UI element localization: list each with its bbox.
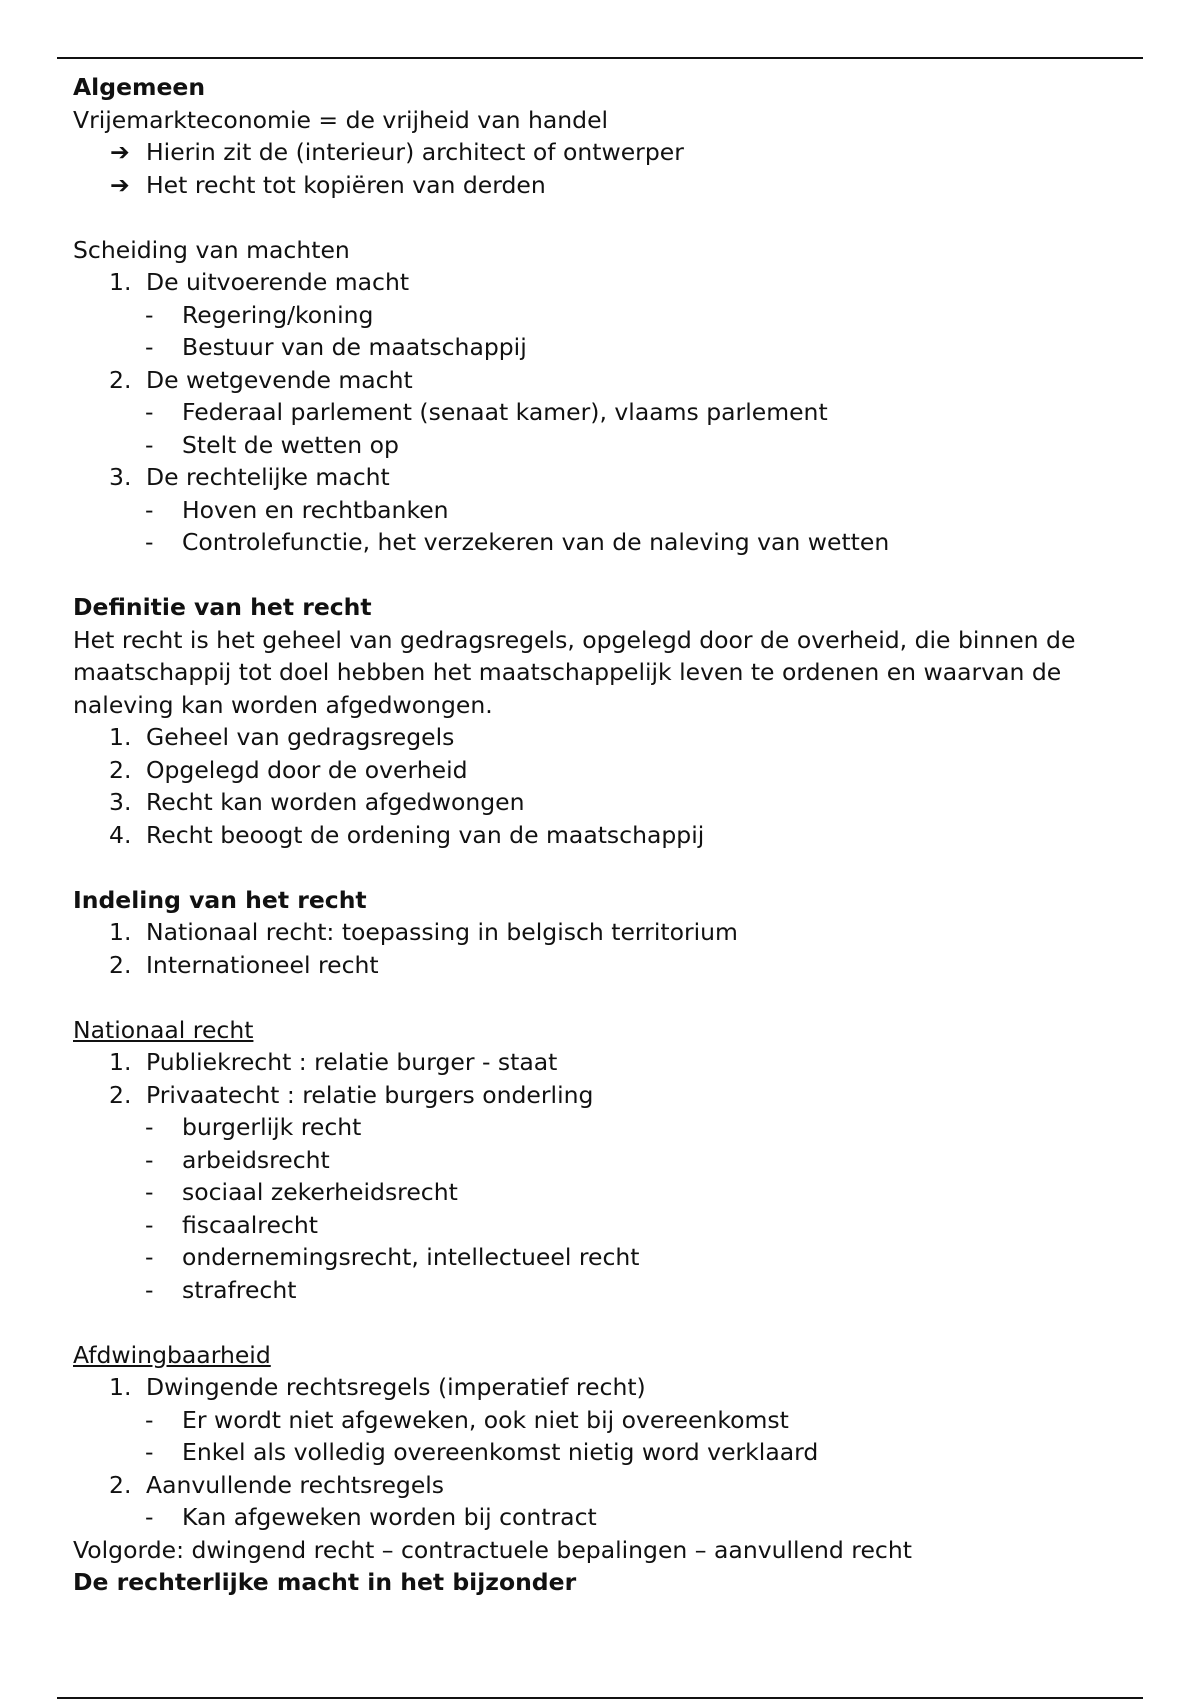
dash-bullet: -: [145, 1145, 154, 1174]
dash-bullet: -: [145, 333, 154, 361]
sub-item: [73, 526, 1133, 559]
sub-item: [73, 1274, 1133, 1307]
list-item-text: De wetgevende macht: [146, 365, 413, 394]
sub-item-text: Kan afgeweken worden bij contract: [182, 1503, 597, 1531]
sub-item: [73, 1176, 1133, 1209]
list-item: [73, 266, 1133, 299]
sub-item: [73, 1404, 1133, 1437]
dash-bullet: -: [145, 300, 154, 329]
sub-item: [73, 1144, 1133, 1177]
sub-item: [73, 1501, 1133, 1534]
title-nationaal-recht: Nationaal recht: [73, 1015, 254, 1044]
sub-item-text: Enkel als volledig overeenkomst nietig word verklaard: [182, 1438, 819, 1466]
list-number: 2.: [109, 755, 132, 784]
sub-item-text: Er wordt niet afgeweken, ook niet bij overeenkomst: [182, 1405, 789, 1434]
paragraph-vrijemarkt: Vrijemarkteconomie = de vrijheid van handel: [73, 105, 609, 134]
heading-indeling: Indeling van het recht: [73, 885, 367, 914]
arrow-item: [73, 136, 1133, 169]
heading-rechterlijke-macht: De rechterlijke macht in het bijzonder: [73, 1568, 577, 1596]
dash-bullet: -: [145, 1438, 154, 1466]
sub-item-text: ondernemingsrecht, intellectueel recht: [182, 1243, 640, 1271]
list-item-text: Publiekrecht : relatie burger - staat: [146, 1048, 558, 1076]
sub-item: [73, 1209, 1133, 1242]
list-item: [73, 1046, 1133, 1079]
dash-bullet: -: [145, 1503, 154, 1531]
sub-item-text: Stelt de wetten op: [182, 430, 399, 459]
list-item-text: Aanvullende rechtsregels: [146, 1470, 445, 1499]
sub-item-text: arbeidsrecht: [182, 1145, 330, 1174]
dash-bullet: -: [145, 1113, 154, 1141]
sub-item-text: sociaal zekerheidsrecht: [182, 1178, 458, 1206]
list-number: 1.: [109, 268, 132, 296]
list-item-text: Nationaal recht: toepassing in belgisch territorium: [146, 918, 738, 946]
sub-item-text: Controlefunctie, het verzekeren van de naleving van wetten: [182, 528, 890, 556]
list-number: 3.: [109, 463, 132, 491]
sub-item-text: fiscaalrecht: [182, 1210, 318, 1239]
top-rule: [57, 57, 1143, 59]
list-item-text: Dwingende rechtsregels (imperatief recht): [146, 1373, 646, 1401]
sub-item-text: Hoven en rechtbanken: [182, 495, 449, 524]
sub-item-text: strafrecht: [182, 1275, 297, 1304]
dash-bullet: -: [145, 495, 154, 524]
sub-item-text: burgerlijk recht: [182, 1113, 362, 1141]
list-item: [73, 1469, 1133, 1502]
sub-item-text: Bestuur van de maatschappij: [182, 333, 527, 361]
sub-item: [73, 1241, 1133, 1274]
paragraph-definitie: Het recht is het geheel van gedragsregels, opgelegd door de overheid, die binnen de maatschappij tot doel hebben het maatschappelijk leven te ordenen en waarvan de naleving kan worden afgedwongen.: [73, 625, 1076, 719]
list-number: 1.: [109, 918, 132, 946]
list-item: [73, 819, 1133, 852]
list-item-text: Opgelegd door de overheid: [146, 755, 468, 784]
heading-algemeen: Algemeen: [73, 73, 206, 101]
list-number: 2.: [109, 1080, 132, 1109]
list-number: 2.: [109, 1470, 132, 1499]
sub-item: [73, 429, 1133, 462]
heading-definitie: Definitie van het recht: [73, 593, 372, 621]
title-afdwingbaarheid: Afdwingbaarheid: [73, 1340, 271, 1369]
list-item: [73, 786, 1133, 819]
sub-item: [73, 1436, 1133, 1469]
arrow-icon: ➔: [110, 170, 130, 199]
list-item-text: Geheel van gedragsregels: [146, 723, 455, 751]
list-number: 4.: [109, 820, 132, 849]
dash-bullet: -: [145, 430, 154, 459]
spacer: [73, 1306, 1133, 1339]
sub-item: [73, 1111, 1133, 1144]
list-item: [73, 916, 1133, 949]
sub-item: [73, 396, 1133, 429]
bottom-rule: [57, 1697, 1143, 1699]
dash-bullet: -: [145, 1178, 154, 1206]
list-number: 2.: [109, 950, 132, 979]
dash-bullet: -: [145, 1243, 154, 1271]
dash-bullet: -: [145, 1275, 154, 1304]
list-item: [73, 1079, 1133, 1112]
list-number: 1.: [109, 1373, 132, 1401]
paragraph-volgorde: Volgorde: dwingend recht – contractuele bepalingen – aanvullend recht: [73, 1535, 912, 1564]
list-item-text: De rechtelijke macht: [146, 463, 390, 491]
list-item-text: Internationeel recht: [146, 950, 379, 979]
list-number: 3.: [109, 788, 132, 816]
list-number: 1.: [109, 1048, 132, 1076]
spacer: [73, 201, 1133, 234]
list-item: [73, 1371, 1133, 1404]
dash-bullet: -: [145, 398, 154, 426]
list-item-text: De uitvoerende macht: [146, 268, 410, 296]
document-body: [73, 71, 1133, 1599]
list-number: 1.: [109, 723, 132, 751]
sub-item: [73, 299, 1133, 332]
spacer: [73, 559, 1133, 592]
arrow-item: [73, 169, 1133, 202]
list-item: [73, 721, 1133, 754]
title-scheiding: Scheiding van machten: [73, 235, 350, 264]
sub-item: [73, 494, 1133, 527]
list-item: [73, 949, 1133, 982]
list-item: [73, 461, 1133, 494]
sub-item-text: Regering/koning: [182, 300, 374, 329]
arrow-item-text: Het recht tot kopiëren van derden: [146, 170, 546, 199]
arrow-item-text: Hierin zit de (interieur) architect of ontwerper: [146, 138, 684, 166]
arrow-icon: ➔: [110, 138, 130, 166]
list-item: [73, 364, 1133, 397]
list-item: [73, 754, 1133, 787]
list-item-text: Privaatecht : relatie burgers onderling: [146, 1080, 594, 1109]
list-number: 2.: [109, 365, 132, 394]
dash-bullet: -: [145, 528, 154, 556]
dash-bullet: -: [145, 1405, 154, 1434]
spacer: [73, 851, 1133, 884]
list-item-text: Recht kan worden afgedwongen: [146, 788, 525, 816]
sub-item-text: Federaal parlement (senaat kamer), vlaams parlement: [182, 398, 828, 426]
sub-item: [73, 331, 1133, 364]
spacer: [73, 981, 1133, 1014]
list-item-text: Recht beoogt de ordening van de maatschappij: [146, 820, 705, 849]
dash-bullet: -: [145, 1210, 154, 1239]
